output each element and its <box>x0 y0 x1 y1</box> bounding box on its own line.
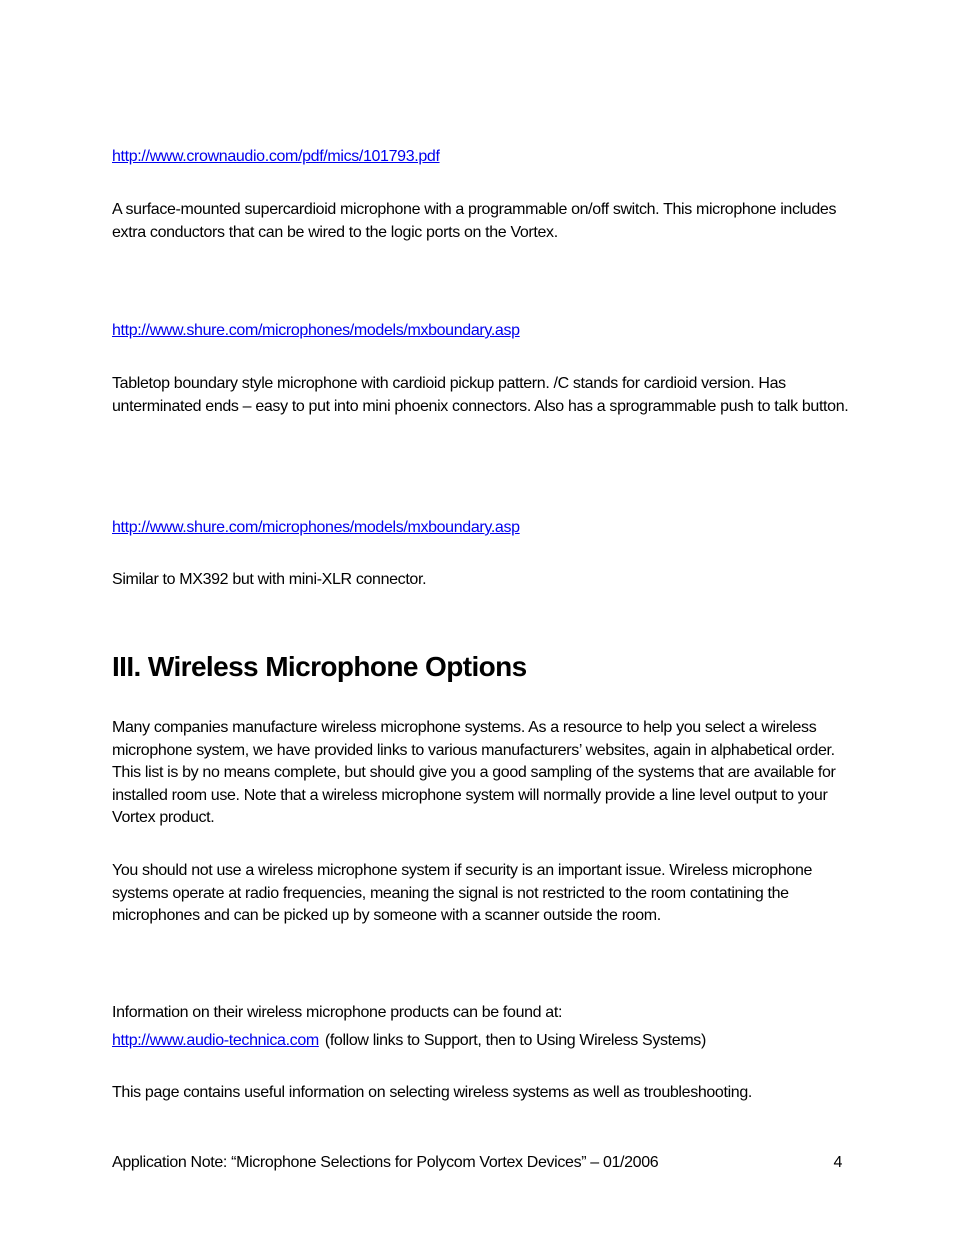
audio-technica-link[interactable]: http://www.audio-technica.com <box>112 1032 319 1049</box>
shure-mx393-description-text: Similar to MX392 but with mini-XLR connector. <box>112 571 427 588</box>
shure-mx393-link-block <box>112 517 852 540</box>
crown-pdf-link[interactable]: http://www.crownaudio.com/pdf/mics/101793.pdf <box>112 148 440 165</box>
page-footer <box>112 1152 842 1174</box>
shure-mx393-description <box>112 569 852 592</box>
crown-description <box>112 199 852 244</box>
footer-title: Application Note: “Microphone Selections for Polycom Vortex Devices” – 01/2006 <box>112 1154 659 1171</box>
shure-mx393-link[interactable]: http://www.shure.com/microphones/models/mxboundary.asp <box>112 519 520 536</box>
wireless-security-paragraph <box>112 860 852 928</box>
audio-technica-note-text: This page contains useful information on selecting wireless systems as well as troubleshooting. <box>112 1084 752 1101</box>
wireless-intro-text: Many companies manufacture wireless microphone systems. As a resource to help you select a wireless microphone system, we have provided links to various manufacturers’ websites, again in alphabetical order. This list is by no means complete, but should give you a good sampling of the systems that are available for installed room use. Note that a wireless microphone system will normally provide a line level output to your Vortex product. <box>112 719 836 826</box>
audio-technica-note <box>112 1082 852 1105</box>
audio-technica-link-line <box>112 1030 852 1053</box>
shure-mx392-link[interactable]: http://www.shure.com/microphones/models/mxboundary.asp <box>112 322 520 339</box>
wireless-section-heading: III. Wireless Microphone Options <box>112 651 527 682</box>
crown-link-block <box>112 146 852 169</box>
shure-mx392-description-text: Tabletop boundary style microphone with cardioid pickup pattern. /C stands for cardioid version. Has unterminated ends – easy to put into mini phoenix connectors. Also has a sprogrammable push to talk button. <box>112 375 849 415</box>
crown-description-text: A surface-mounted supercardioid microphone with a programmable on/off switch. This microphone includes extra conductors that can be wired to the logic ports on the Vortex. <box>112 201 837 241</box>
footer-page-number: 4 <box>833 1154 842 1171</box>
audio-technica-intro <box>112 1002 852 1025</box>
audio-technica-link-note: (follow links to Support, then to Using Wireless Systems) <box>324 1032 706 1049</box>
audio-technica-intro-text: Information on their wireless microphone products can be found at: <box>112 1004 563 1021</box>
wireless-security-text: You should not use a wireless microphone system if security is an important issue. Wireless microphone systems operate at radio frequencies, meaning the signal is not restricted to the room contatining the microphones and can be picked up by someone with a scanner outside the room. <box>112 862 813 924</box>
shure-mx392-link-block <box>112 320 852 343</box>
shure-mx392-description <box>112 373 852 418</box>
wireless-intro-paragraph <box>112 717 852 830</box>
